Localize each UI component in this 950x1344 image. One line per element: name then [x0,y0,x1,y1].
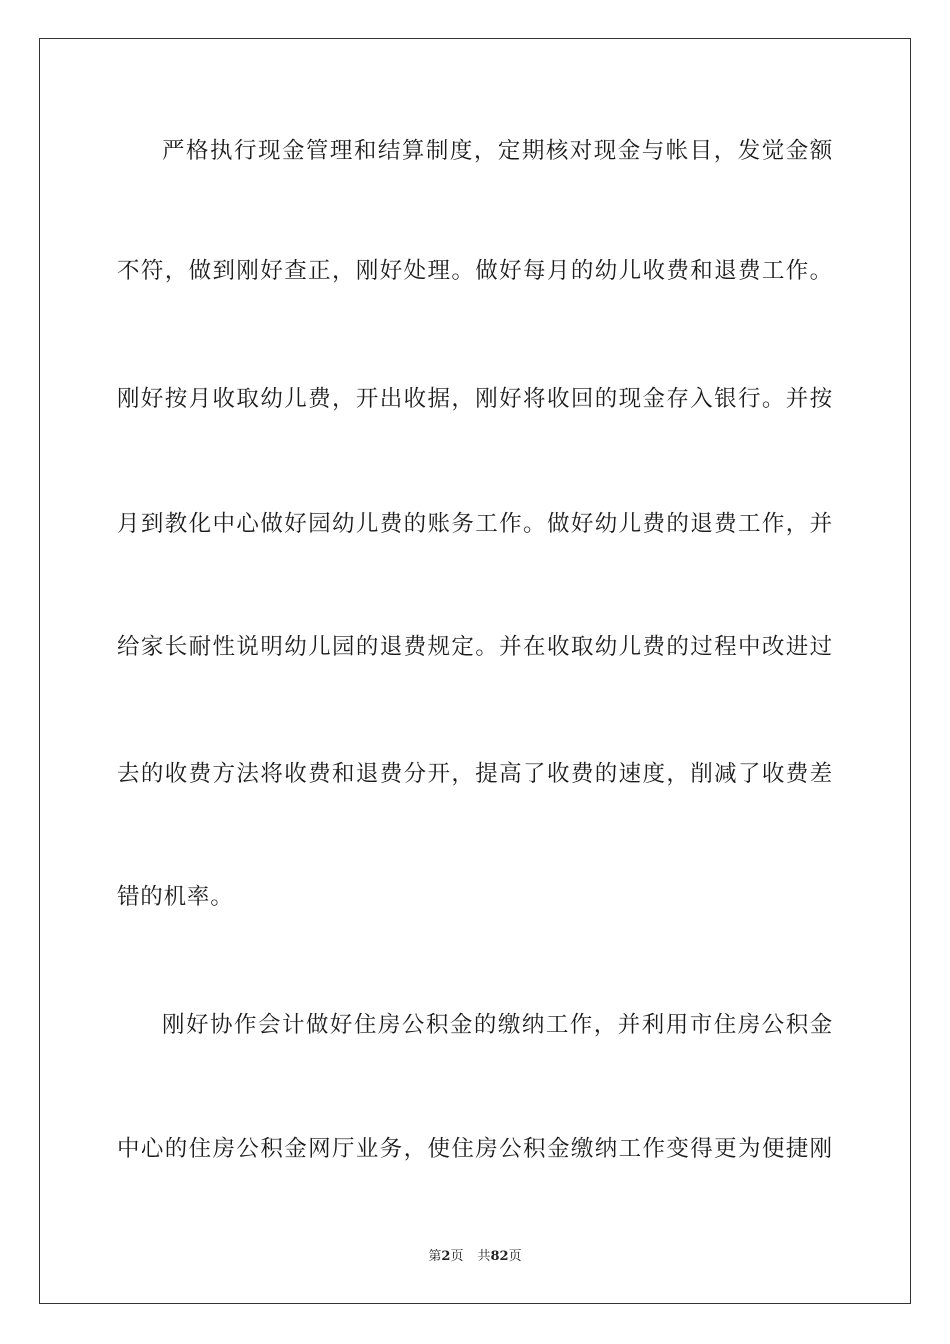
page-suffix: 页 [450,1249,464,1264]
paragraph-1-line-4: 月到教化中心做好园幼儿费的账务工作。做好幼儿费的退费工作，并 [117,511,833,537]
total-suffix: 页 [508,1249,522,1264]
page-footer [0,1248,950,1266]
paragraph-1-line-3: 刚好按月收取幼儿费，开出收据，刚好将收回的现金存入银行。并按 [117,386,833,412]
paragraph-1-line-7: 错的机率。 [117,884,234,910]
paragraph-1-line-5: 给家长耐性说明幼儿园的退费规定。并在收取幼儿费的过程中改进过 [117,634,833,660]
paragraph-2-line-1: 刚好协作会计做好住房公积金的缴纳工作，并利用市住房公积金 [162,1012,833,1038]
paragraph-1-line-1: 严格执行现金管理和结算制度，定期核对现金与帐目，发觉金额 [162,138,833,164]
page-prefix: 第 [428,1249,442,1264]
paragraph-1-line-2: 不符，做到刚好查正，刚好处理。做好每月的幼儿收费和退费工作。 [117,258,833,284]
total-pages: 82 [490,1249,509,1264]
total-prefix: 共 [477,1249,491,1264]
page-number: 2 [441,1249,451,1264]
page-border [39,38,911,1304]
paragraph-2-line-2: 中心的住房公积金网厅业务，使住房公积金缴纳工作变得更为便捷刚 [117,1136,833,1162]
paragraph-1-line-6: 去的收费方法将收费和退费分开，提高了收费的速度，削减了收费差 [117,761,833,787]
